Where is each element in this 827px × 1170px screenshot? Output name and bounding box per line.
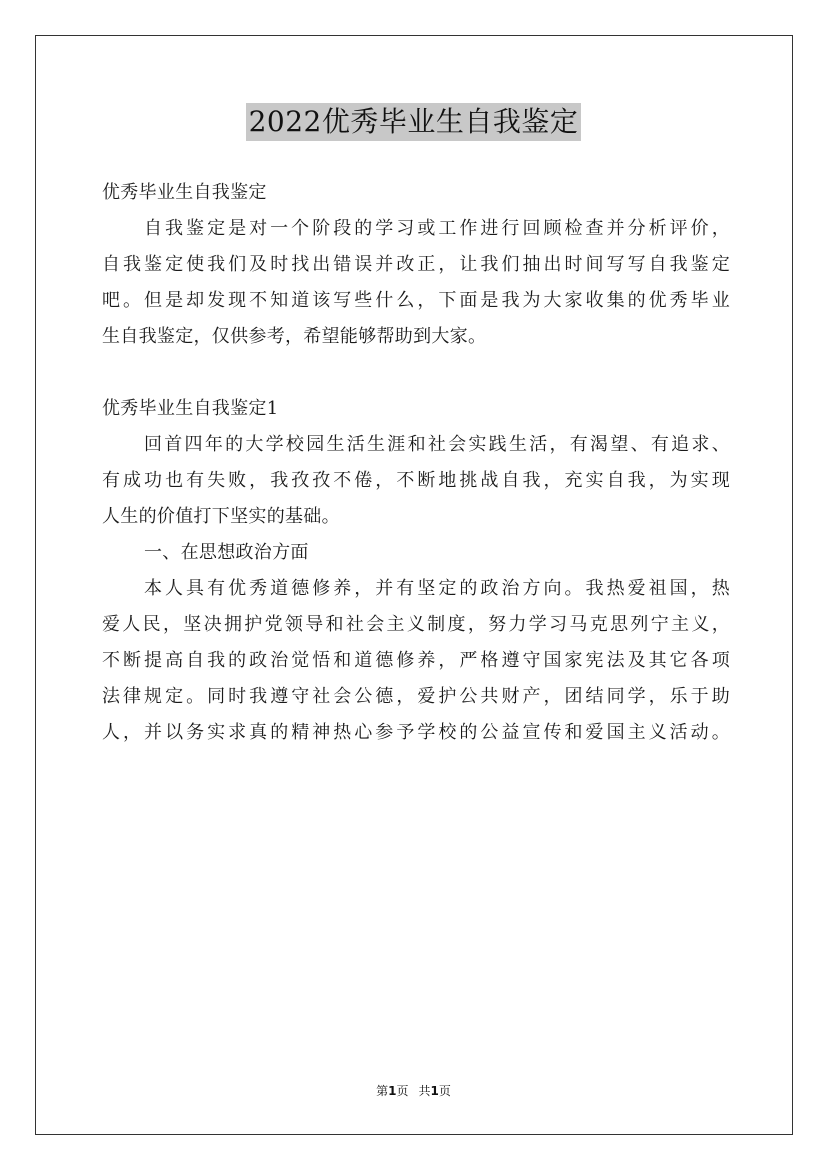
document-body — [102, 175, 730, 751]
total-prefix: 共 — [418, 1084, 431, 1098]
title-container — [0, 103, 827, 141]
page-footer — [0, 1083, 827, 1099]
paragraph-line: 人，并以务实求真的精神热心参予学校的公益宣传和爱国主义活动。 — [102, 722, 730, 743]
blank-line — [102, 355, 730, 391]
paragraph-line: 不断提高自我的政治觉悟和道德修养，严格遵守国家宪法及其它各项 — [102, 650, 730, 671]
page-prefix: 第 — [376, 1084, 389, 1098]
total-pages: 1 — [430, 1084, 439, 1098]
section-heading: 优秀毕业生自我鉴定1 — [102, 398, 279, 419]
page-number: 1 — [388, 1084, 397, 1098]
paragraph-line: 本人具有优秀道德修养，并有坚定的政治方向。我热爱祖国，热 — [144, 578, 730, 599]
section-heading: 优秀毕业生自我鉴定 — [102, 182, 267, 203]
paragraph-line: 吧。但是却发现不知道该写些什么，下面是我为大家收集的优秀毕业 — [102, 290, 730, 311]
paragraph-line: 法律规定。同时我遵守社会公德，爱护公共财产，团结同学，乐于助 — [102, 686, 730, 707]
paragraph-line: 生自我鉴定，仅供参考，希望能够帮助到大家。 — [102, 326, 487, 347]
page-suffix: 页 — [396, 1084, 409, 1098]
paragraph-line: 爱人民，坚决拥护党领导和社会主义制度，努力学习马克思列宁主义， — [102, 614, 730, 635]
paragraph-line: 有成功也有失败，我孜孜不倦，不断地挑战自我，充实自我，为实现 — [102, 470, 730, 491]
paragraph-line: 回首四年的大学校园生活生涯和社会实践生活，有渴望、有追求、 — [144, 434, 730, 455]
paragraph-line: 自我鉴定使我们及时找出错误并改正，让我们抽出时间写写自我鉴定 — [102, 254, 730, 275]
paragraph-line: 人生的价值打下坚实的基础。 — [102, 506, 340, 527]
document-title: 2022优秀毕业生自我鉴定 — [246, 103, 582, 141]
subsection-heading: 一、在思想政治方面 — [144, 542, 309, 563]
total-suffix: 页 — [438, 1084, 451, 1098]
paragraph-line: 自我鉴定是对一个阶段的学习或工作进行回顾检查并分析评价， — [144, 218, 730, 239]
